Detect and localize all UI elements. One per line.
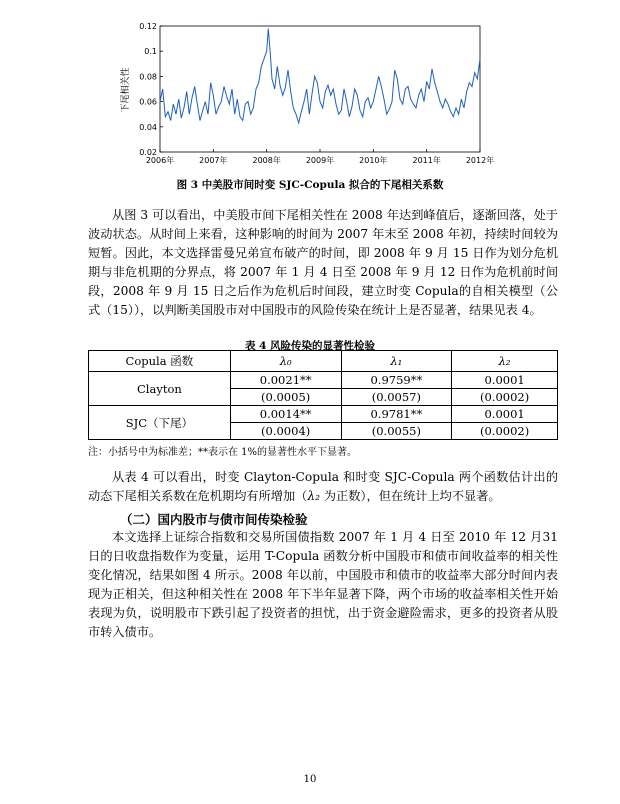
header-lambda2: λ₂ bbox=[452, 351, 558, 372]
cell: 0.0014** bbox=[230, 406, 341, 423]
x-tick-label: 2009年 bbox=[305, 156, 335, 165]
cell: (0.0005) bbox=[230, 389, 341, 406]
y-tick-label: 0.08 bbox=[139, 72, 157, 82]
paragraph-1 bbox=[88, 206, 558, 320]
page-number: 10 bbox=[303, 774, 317, 785]
y-tick-label: 0.04 bbox=[139, 122, 157, 132]
y-tick-label: 0.06 bbox=[139, 97, 157, 107]
y-tick-label: 0.02 bbox=[139, 148, 157, 157]
figure-caption: 图 3 中美股市间时变 SJC-Copula 拟合的下尾相关系数 bbox=[176, 179, 444, 191]
cell: (0.0004) bbox=[230, 423, 341, 440]
x-tick-label: 2008年 bbox=[252, 156, 281, 165]
paragraph-1-text: 从图 3 可以看出，中美股市间下尾相关性在 2008 年达到峰值后，逐渐回落，处于波动状态。从时间上来看，这种影响的时间为 2007 年末至 2008 年初，持续时间较为短暂。因此，本文选择雷曼兄弟宣布破产的时间，即 2008 年 9 月 15 日作为划分危机期与非危机期的分界点，将 2007 年 1 月 4 日至 2008 年 9 月 12 日作为危机前时间段，2008 年 9 月 15 日之后作为危机后时间段，建立时变 Copula的自相关模型（公式（15）），以判断美国股市对中国股市的风险传染在统计上是否显著，结果见表 4。 bbox=[88, 208, 559, 317]
paragraph-3-text: 本文选择上证综合指数和交易所国债指数 2007 年 1 月 4 日至 2010 年 12 月31 日的日收盘指数作为变量，运用 T-Copula 函数分析中国股市和债市间收益率的相关性变化情况，结果如图 4 所示。2008 年以前，中国股市和债市的收益率大部分时间内表现为正相关，但这种相关性在 2008 年下半年显著下降，两个市场的收益率相关性开始表现为负，说明股市下跌引起了投资者的担忧，出于资金避险需求，更多的投资者从股市转入债市。 bbox=[88, 530, 559, 639]
table-header-row bbox=[89, 351, 558, 372]
cell: 0.9759** bbox=[341, 372, 452, 389]
y-tick-label: 0.12 bbox=[139, 22, 157, 31]
lower-tail-correlation-chart bbox=[118, 18, 500, 174]
table-title: 表 4 风险传染的显著性检验 bbox=[244, 340, 376, 352]
table-row bbox=[89, 372, 558, 389]
x-tick-label: 2010年 bbox=[359, 156, 388, 165]
plot-frame bbox=[160, 26, 480, 152]
cell: (0.0002) bbox=[452, 423, 558, 440]
row-label-clayton: Clayton bbox=[89, 372, 231, 406]
lambda2-symbol: λ₂ bbox=[307, 489, 320, 503]
paragraph-2 bbox=[88, 468, 558, 506]
cell: 0.9781** bbox=[341, 406, 452, 423]
header-copula: Copula 函数 bbox=[89, 351, 231, 372]
cell: (0.0055) bbox=[341, 423, 452, 440]
cell: 0.0001 bbox=[452, 372, 558, 389]
x-tick-label: 2012年 bbox=[465, 156, 495, 165]
x-tick-label: 2011年 bbox=[412, 156, 441, 165]
x-tick-label: 2007年 bbox=[199, 156, 228, 165]
series-line bbox=[160, 29, 480, 124]
cell: (0.0002) bbox=[452, 389, 558, 406]
paragraph-2-text: 从表 4 可以看出，时变 Clayton-Copula 和时变 SJC-Copula 两个函数估计出的动态下尾相关系数在危机期均有所增加（λ₂ 为正数），但在统计上均不显著。 bbox=[88, 470, 558, 503]
table-note: 注：小括号中为标准差；**表示在 1%的显著性水平下显著。 bbox=[88, 447, 358, 458]
section-subheading: （二）国内股市与债市间传染检验 bbox=[120, 512, 308, 527]
y-tick-label: 0.1 bbox=[144, 47, 157, 57]
cell: 0.0021** bbox=[230, 372, 341, 389]
table-row bbox=[89, 406, 558, 423]
paragraph-3 bbox=[88, 528, 558, 642]
header-lambda0: λ₀ bbox=[230, 351, 341, 372]
row-label-sjc: SJC（下尾） bbox=[89, 406, 231, 440]
cell: 0.0001 bbox=[452, 406, 558, 423]
cell: (0.0057) bbox=[341, 389, 452, 406]
y-axis-label: 下尾相关性 bbox=[121, 67, 131, 113]
header-lambda1: λ₁ bbox=[341, 351, 452, 372]
x-tick-label: 2006年 bbox=[145, 156, 175, 165]
significance-table bbox=[88, 350, 558, 440]
